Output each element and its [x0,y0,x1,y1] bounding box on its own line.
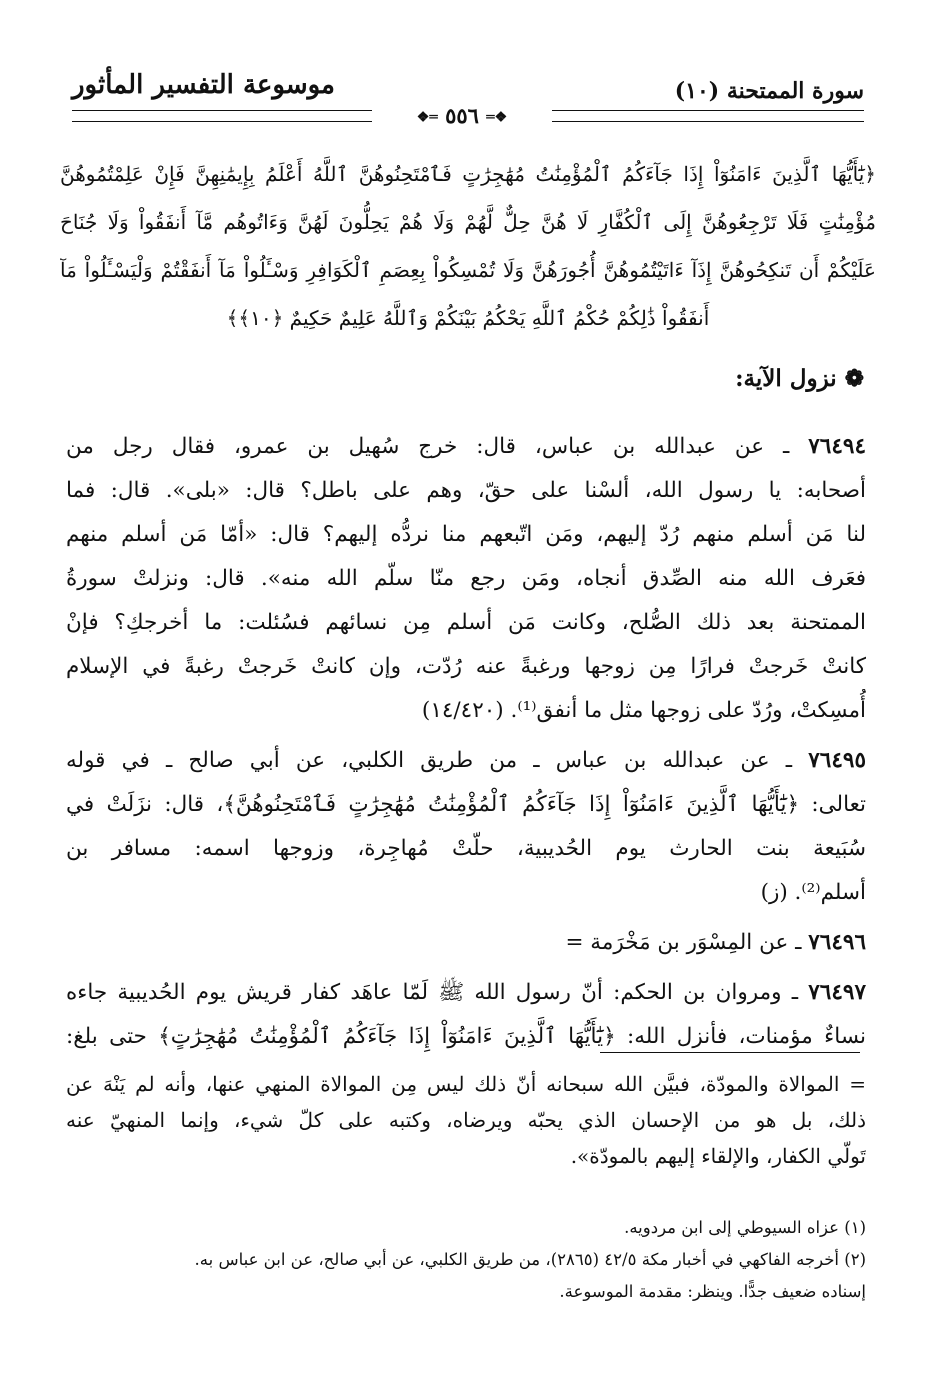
narration-number: ٧٦٤٩٧ [808,980,866,1005]
footnote-separator [600,1052,860,1053]
quran-line: عَلَيْكُمْ أَن تَنكِحُوهُنَّ إِذَآ ءَاتَيْتُمُوهُنَّ أُجُورَهُنَّ وَلَا تُمْسِكُواْ بِعِصَمِ ٱلْكَوَافِرِ وَسْـَٔلُواْ مَآ أَنفَقْتُمْ وَلْيَسْـَٔلُواْ مَآ [60,258,876,282]
page-number-text: ٥٥٦ [445,103,479,128]
continued-footnote [66,1066,866,1174]
text-line: ٧٦٤٩٦ ـ عن المِسْوَر بن مَخْرَمة = [565,930,866,955]
footnote-2-continued: إسناده ضعيف جدًّا. وينظر: مقدمة الموسوعة. [559,1282,866,1301]
footnote-line: تَولّي الكفار، والإلقاء إليهم بالمودّة». [570,1144,866,1168]
text-line: تعالى: ﴿يَٰٓأَيُّهَا ٱلَّذِينَ ءَامَنُوٓاْ إِذَا جَآءَكُمُ ٱلْمُؤْمِنَٰتُ مُهَٰجِرَٰتٍ فَٱمْتَحِنُوهُنَّ﴾، قال: نزَلَتْ في [66,792,866,817]
ornament-icon: ❖═ [416,109,438,126]
text-line: ٧٦٤٩٤ ـ عن عبدالله بن عباس، قال: خرج سُهيل بن عمرو، فقال رجل من [66,434,866,459]
narration-entry [66,425,866,733]
text-line: أسلم⁽²⁾. (ز) [760,880,866,905]
ornament-icon: ═❖ [486,109,508,126]
text-line: ٧٦٤٩٧ ـ ومروان بن الحكم: أنّ رسول الله ﷺ لَمّا عاهَد كفار قريش يوم الحُديبية جاءه [66,980,866,1005]
text-line: سُبَيعة بنت الحارث يوم الحُديبية، حلّتْ مُهاجِرة، وزوجها اسمه: مسافر بن [66,836,866,861]
text-line: فعَرف الله منه الصِّدق أنجاه، ومَن رجع منّا سلّم الله منه». قال: ونزلتْ سورةُ [66,566,866,591]
footnote-line: = الموالاة والمودّة، فبيَّن الله سبحانه أنّ ذلك ليس مِن الموالاة المنهي عنها، وأنه لم يَنْهَ عن [66,1072,866,1096]
running-header-surah: سورة الممتحنة (١٠) [674,78,864,104]
section-heading: ❁ نزول الآية: [735,365,864,392]
text-line: نساءٌ مؤمنات، فأنزل الله: ﴿يَٰٓأَيُّهَا ٱلَّذِينَ ءَامَنُوٓاْ إِذَا جَآءَكُمُ ٱلْمُؤْمِنَٰتُ مُهَٰجِرَٰتٍ﴾ حتى بلغ: [66,1024,866,1049]
narration-number: ٧٦٤٩٤ [808,434,866,459]
footnote-1: (١) عزاه السيوطي إلى ابن مردويه. [624,1218,866,1237]
text-line: الممتحنة بعد ذلك الصُّلح، وكانت مَن أسلم مِن نسائهم فسُئلت: ما أخرجكِ؟ فإنْ [66,610,866,635]
narration-entry [66,971,866,1059]
footnotes [66,1212,866,1308]
text-line: لنا مَن أسلم منهم رُدّ إليهم، ومَن اتّبعهم منا نردُّه إليهم؟ قال: «أمّا مَن أسلم منهم [66,522,866,547]
quran-line: أَنفَقُواْ ذَٰلِكُمْ حُكْمُ ٱللَّهِ يَحْكُمُ بَيْنَكُمْ وَٱللَّهُ عَلِيمٌ حَكِيمٌ ﴿١٠﴾﴾ [226,306,710,330]
narration-number: ٧٦٤٩٦ [808,930,866,955]
footnote-line: ذلك، بل هو من الإحسان الذي يحبّه ويرضاه، وكتبه على كلّ شيء، وإنما المنهيّ عنه [66,1108,866,1132]
running-header-book-title: موسوعة التفسير المأثور [72,70,335,100]
text-line: أصحابه: يا رسول الله، ألسْنا على حقّ، وهم على باطل؟ قال: «بلى». قال: فما [66,478,866,503]
text-line: ٧٦٤٩٥ ـ عن عبدالله بن عباس ـ من طريق الكلبي، عن أبي صالح ـ في قوله [66,748,866,773]
page-number [372,104,552,128]
quran-verse-block [60,150,876,342]
main-text [66,425,866,1059]
narration-entry [66,921,866,965]
narration-number: ٧٦٤٩٥ [808,748,866,773]
narration-entry [66,739,866,915]
text-line: أُمسِكتْ، ورُدّ على زوجها مثل ما أنفق⁽¹⁾. (١٤/٤٢٠) [421,698,866,723]
text-line: كانتْ خَرجتْ فرارًا مِن زوجها ورغبةً عنه رُدّت، وإن كانتْ خَرجتْ رغبةً في الإسلام [66,654,866,679]
quran-line: ﴿يَٰٓأَيُّهَا ٱلَّذِينَ ءَامَنُوٓاْ إِذَا جَآءَكُمُ ٱلْمُؤْمِنَٰتُ مُهَٰجِرَٰتٍ فَٱمْتَحِنُوهُنَّ ٱللَّهُ أَعْلَمُ بِإِيمَٰنِهِنَّ فَإِنْ عَلِمْتُمُوهُنَّ [60,162,876,186]
quran-line: مُؤْمِنَٰتٍ فَلَا تَرْجِعُوهُنَّ إِلَى ٱلْكُفَّارِ لَا هُنَّ حِلٌّ لَّهُمْ وَلَا هُمْ يَحِلُّونَ لَهُنَّ وَءَاتُوهُم مَّآ أَنفَقُواْ وَلَا جُنَاحَ [60,210,876,234]
footnote-2: (٢) أخرجه الفاكهي في أخبار مكة ٤٢/٥ (٢٨٦٥)، من طريق الكلبي، عن أبي صالح، عن ابن عباس به. [194,1250,866,1269]
